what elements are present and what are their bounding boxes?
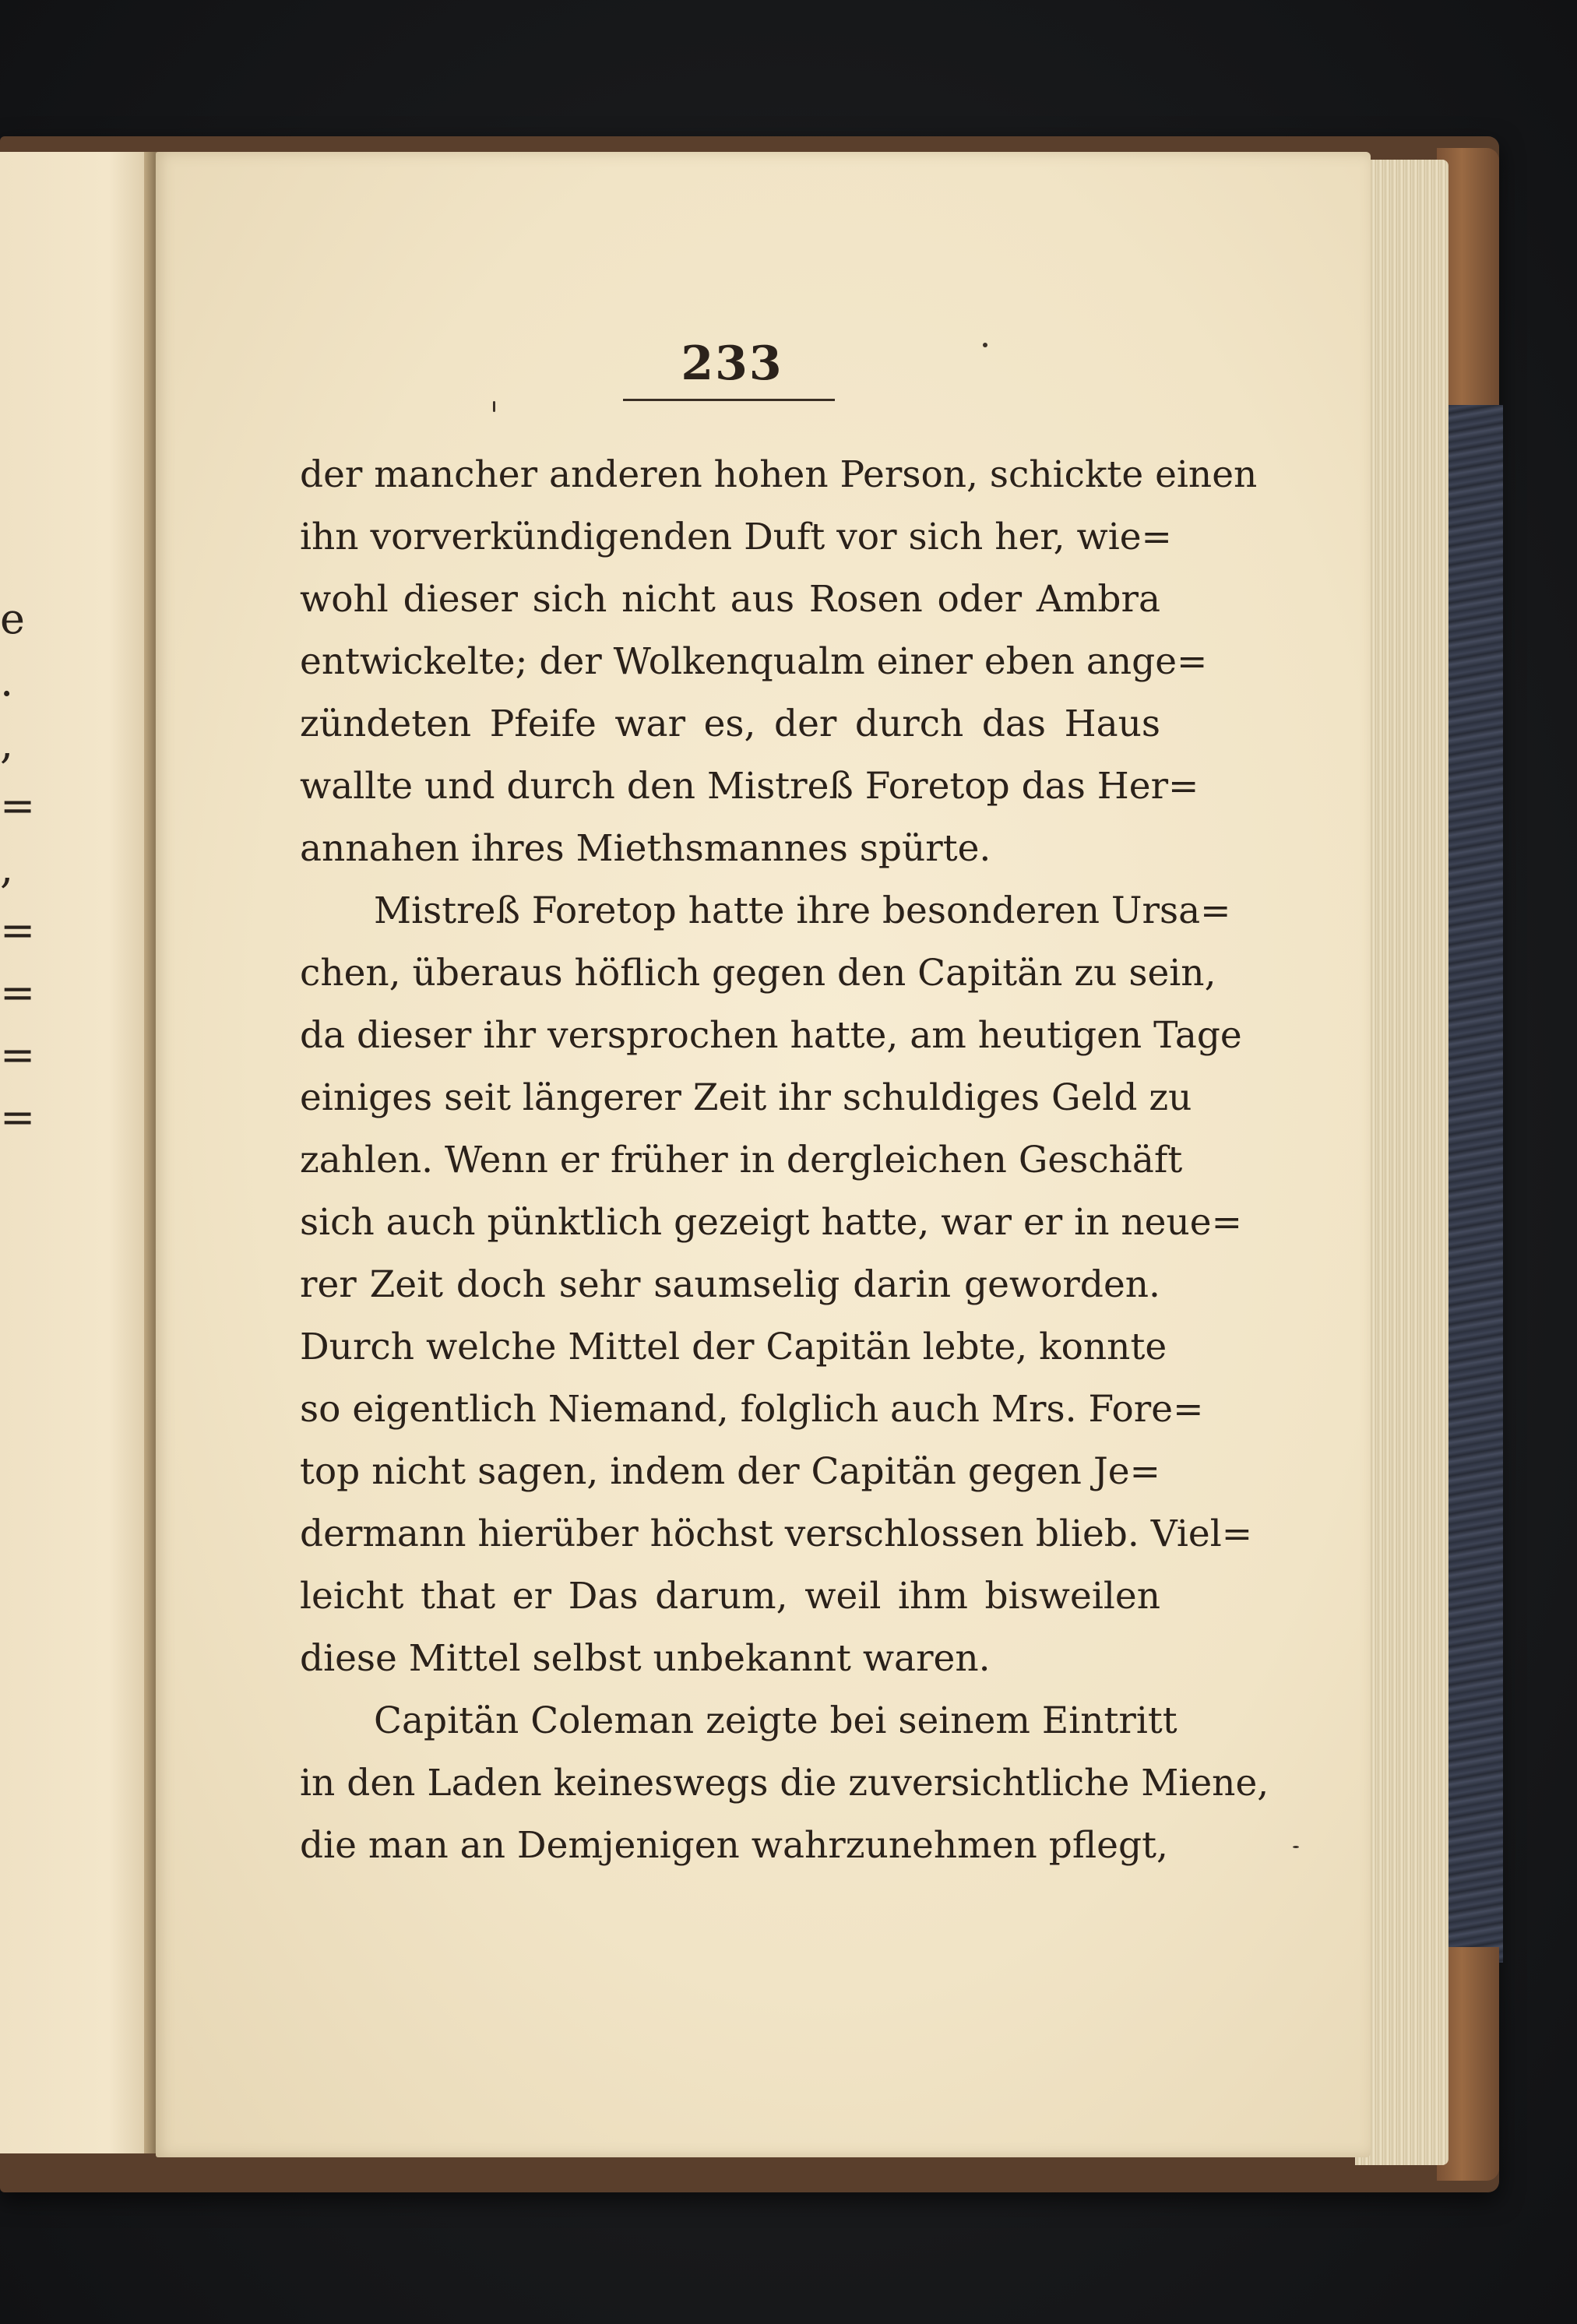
- text-line: in den Laden keineswegs die zuversichtliche Miene,: [300, 1762, 1269, 1805]
- left-line-fragment: ,: [0, 843, 14, 893]
- left-line-fragment: .: [0, 657, 14, 706]
- left-line-fragment: =: [0, 1093, 36, 1142]
- text-line: entwickelte; der Wolkenqualm einer eben ange=: [300, 640, 1208, 683]
- text-line: diese Mittel selbst unbekannt waren.: [300, 1637, 991, 1680]
- text-line: zahlen. Wenn er früher in dergleichen Geschäft: [300, 1139, 1183, 1181]
- text-line: wallte und durch den Mistreß Foretop das Her=: [300, 765, 1199, 808]
- text-line: chen, überaus höflich gegen den Capitän zu sein,: [300, 952, 1216, 995]
- text-line: top nicht sagen, indem der Capitän gegen Je=: [300, 1450, 1160, 1493]
- page-number: 233: [681, 336, 783, 391]
- text-line: ihn vorverkündigenden Duft vor sich her, wie=: [300, 516, 1172, 558]
- text-line: so eigentlich Niemand, folglich auch Mrs. Fore=: [300, 1388, 1204, 1431]
- left-line-fragment: =: [0, 781, 36, 830]
- text-line: rer Zeit doch sehr saumselig darin geworden.: [300, 1263, 1160, 1306]
- text-line: annahen ihres Miethsmannes spürte.: [300, 827, 991, 870]
- text-line: da dieser ihr versprochen hatte, am heutigen Tage: [300, 1014, 1242, 1057]
- paper-speck: [493, 401, 495, 412]
- left-page-line-ends: [0, 588, 36, 1149]
- text-line: Capitän Coleman zeigte bei seinem Eintritt: [374, 1699, 1177, 1742]
- text-line: Mistreß Foretop hatte ihre besonderen Ursa=: [374, 889, 1231, 932]
- text-line: Durch welche Mittel der Capitän lebte, konnte: [300, 1326, 1167, 1368]
- text-line: der mancher anderen hohen Person, schickte einen: [300, 453, 1258, 496]
- text-line: sich auch pünktlich gezeigt hatte, war er in neue=: [300, 1201, 1242, 1244]
- left-line-fragment: e: [0, 594, 25, 643]
- paper-speck: [1293, 1846, 1299, 1848]
- paper-speck: [983, 343, 987, 347]
- text-line: wohl dieser sich nicht aus Rosen oder Ambra: [300, 578, 1160, 621]
- header-rule: [623, 399, 835, 401]
- left-line-fragment: =: [0, 968, 36, 1017]
- text-line: leicht that er Das darum, weil ihm bisweilen: [300, 1575, 1160, 1618]
- text-line: einiges seit längerer Zeit ihr schuldiges Geld zu: [300, 1076, 1192, 1119]
- left-line-fragment: ,: [0, 719, 14, 768]
- left-line-fragment: =: [0, 1030, 36, 1079]
- text-line: zündeten Pfeife war es, der durch das Haus: [300, 702, 1160, 745]
- marbled-board: [1445, 405, 1503, 1963]
- text-line: die man an Demjenigen wahrzunehmen pflegt,: [300, 1824, 1168, 1867]
- body-text: [300, 444, 1269, 1877]
- text-line: dermann hierüber höchst verschlossen blieb. Viel=: [300, 1512, 1253, 1555]
- left-page: [0, 152, 156, 2153]
- left-line-fragment: =: [0, 906, 36, 955]
